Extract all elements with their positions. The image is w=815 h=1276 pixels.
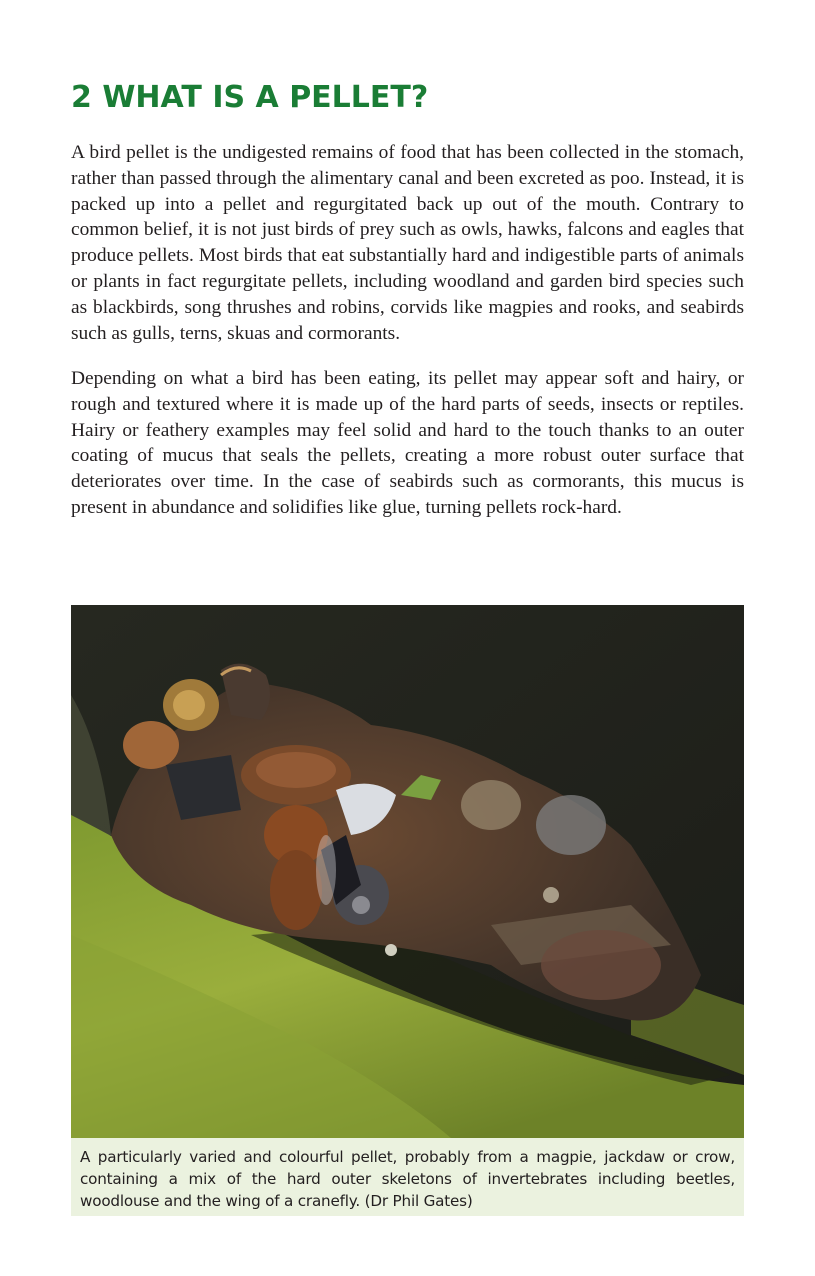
caption-box [71,1138,744,1216]
pellet-photo [71,605,744,1138]
paragraph-texture: Depending on what a bird has been eating, its pellet may appear soft and hairy, or rough and textured where it is made up of the hard parts of seeds, insects or reptiles. Hairy or feathery examples may feel solid and hard to the touch thanks to an outer coating of mucus that seals the pellets, creating a more robust outer surface that deteriorates over time. In the case of seabirds such as cormorants, this mucus is present in abundance and solidifies like glue, turning pellets rock-hard. [71,368,744,518]
paragraph-intro: A bird pellet is the undigested remains of food that has been collected in the stomach, rather than passed through the alimentary canal and been excreted as poo. Instead, it is packed up into a pellet and regurgitated back up out of the mouth. Contrary to common belief, it is not just birds of prey such as owls, hawks, falcons and eagles that produce pellets. Most birds that eat substantially hard and indigestible parts of animals or plants in fact regurgitate pellets, including woodland and garden bird species such as blackbirds, song thrushes and robins, corvids like magpies and rooks, and seabirds such as gulls, terns, skuas and cormorants. [71,142,744,344]
pellet-photo-illustration [71,605,744,1138]
figure-pellet-photo [71,605,744,1216]
section-heading: 2 WHAT IS A PELLET? [71,80,429,115]
figure-caption: A particularly varied and colourful pellet, probably from a magpie, jackdaw or crow, containing a mix of the hard outer skeletons of invertebrates including beetles, woodlouse and the wing of a cranefly. (Dr Phil Gates) [80,1148,735,1210]
